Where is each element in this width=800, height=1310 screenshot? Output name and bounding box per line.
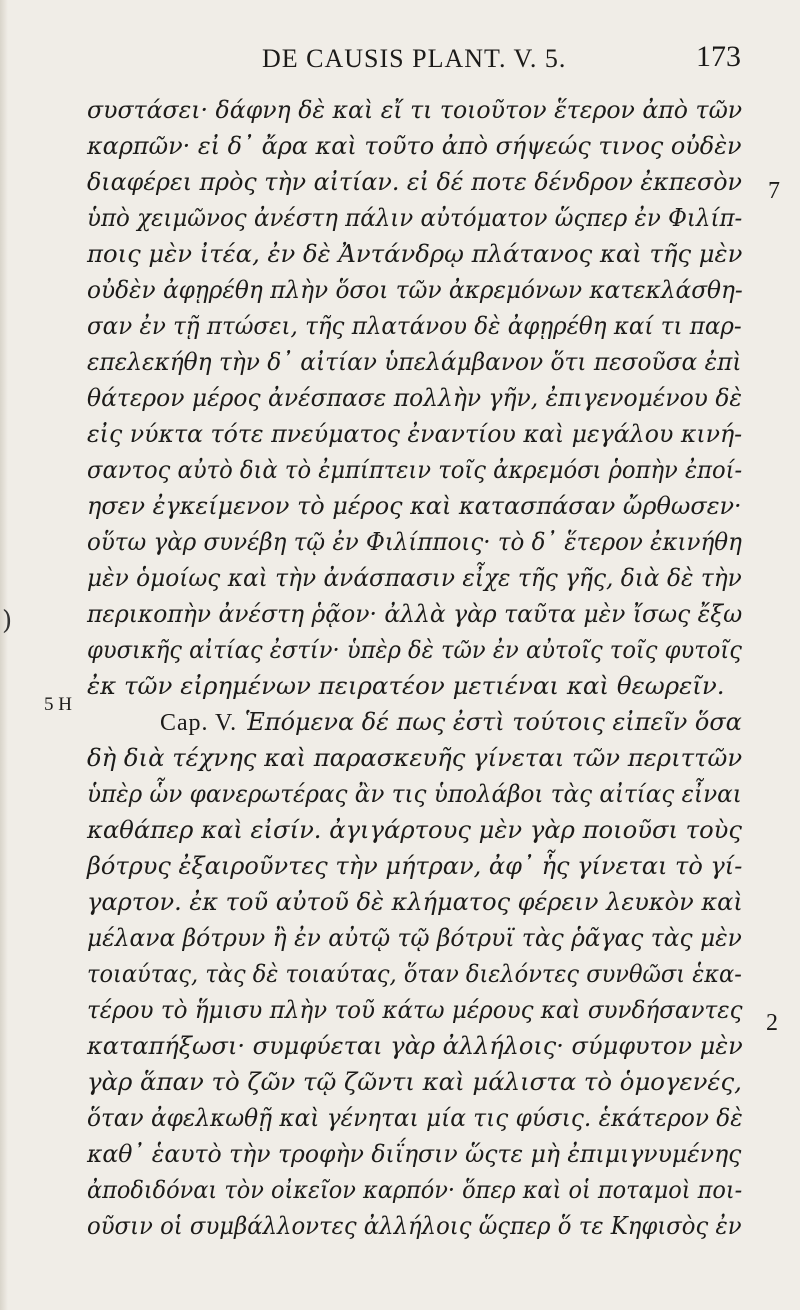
text-line: καθ᾽ ἑαυτὸ τὴν τροφὴν διΐησιν ὥςτε μὴ ἐπιμιγνυμένης — [87, 1139, 742, 1168]
text-line: ησεν ἐγκείμενον τὸ μέρος καὶ κατασπάσαν ὤρθωσεν· — [87, 491, 742, 520]
margin-line-number-2: 2 — [766, 1010, 778, 1036]
text-line: γαρτον. ἐκ τοῦ αὐτοῦ δὲ κλήματος φέρειν λευκὸν καὶ — [87, 887, 743, 916]
page-header — [0, 38, 800, 78]
text-line: περικοπὴν ἀνέστη ῥᾷον· ἀλλὰ γὰρ ταῦτα μὲν ἴσως ἔξω — [87, 599, 743, 628]
margin-bracket-mark: ) — [2, 606, 13, 636]
text-line: συστάσει· δάφνη δὲ καὶ εἴ τι τοιοῦτον ἕτερον ἀπὸ τῶν — [87, 95, 743, 124]
running-head: DE CAUSIS PLANT. V. 5. — [262, 44, 567, 73]
page-number: 173 — [696, 40, 741, 73]
chapter-heading-line — [160, 706, 742, 739]
text-line: ἀποδιδόναι τὸν οἰκεῖον καρπόν· ὅπερ καὶ οἱ ποταμοὶ ποι- — [87, 1175, 743, 1204]
text-line: τέρου τὸ ἥμισυ πλὴν τοῦ κάτω μέρους καὶ συνδήσαντες — [87, 995, 743, 1024]
text-line: ἐκ τῶν εἰρημένων πειρατέον μετιέναι καὶ θεωρεῖν. — [87, 671, 725, 700]
chapter-label: Cap. V. — [160, 709, 238, 736]
text-line: μέλανα βότρυν ἢ ἐν αὐτῷ τῷ βότρυϊ τὰς ῥᾶγας τὰς μὲν — [87, 923, 742, 952]
text-line: ὑπὲρ ὧν φανερωτέρας ἂν τις ὑπολάβοι τὰς αἰτίας εἶναι — [87, 779, 742, 808]
text-line: βότρυς ἐξαιροῦντες τὴν μήτραν, ἀφ᾽ ἧς γίνεται τὸ γί- — [87, 851, 743, 880]
text-line: γὰρ ἅπαν τὸ ζῶν τῷ ζῶντι καὶ μάλιστα τὸ ὁμογενές, — [87, 1067, 742, 1096]
page-edge — [0, 0, 8, 1310]
text-line: μὲν ὁμοίως καὶ τὴν ἀνάσπασιν εἶχε τῆς γῆς, διὰ δὲ τὴν — [87, 563, 742, 592]
text-line: επελεκήθη τὴν δ᾽ αἰτίαν ὑπελάμβανον ὅτι πεσοῦσα ἐπὶ — [87, 347, 742, 376]
text-line: ποις μὲν ἰτέα, ἐν δὲ Ἀντάνδρῳ πλάτανος καὶ τῆς μὲν — [87, 239, 743, 268]
text-line: οῦσιν οἱ συμβάλλοντες ἀλλήλοις ὥςπερ ὅ τε Κηφισὸς ἐν — [87, 1211, 742, 1240]
text-line: φυσικῆς αἰτίας ἐστίν· ὑπὲρ δὲ τῶν ἐν αὐτοῖς τοῖς φυτοῖς — [87, 635, 742, 664]
text-line: καταπήξωσι· συμφύεται γὰρ ἀλλήλοις· σύμφυτον μὲν — [87, 1031, 743, 1060]
margin-line-number-7: 7 — [768, 178, 780, 204]
text-line: οὐδὲν ἀφῃρέθη πλὴν ὅσοι τῶν ἀκρεμόνων κατεκλάσθη- — [87, 275, 743, 304]
text-line: ὑπὸ χειμῶνος ἀνέστη πάλιν αὐτόματον ὥςπερ ἐν Φιλίπ- — [87, 203, 743, 232]
text-line: εἰς νύκτα τότε πνεύματος ἐναντίου καὶ μεγάλου κινή- — [87, 419, 743, 448]
text-line: καθάπερ καὶ εἰσίν. ἀγιγάρτους μὲν γὰρ ποιοῦσι τοὺς — [87, 815, 742, 844]
text-line: σαντος αὐτὸ διὰ τὸ ἐμπίπτειν τοῖς ἀκρεμόσι ῥοπὴν ἐποί- — [87, 455, 743, 484]
text-line: καρπῶν· εἰ δ᾽ ἄρα καὶ τοῦτο ἀπὸ σήψεώς τινος οὐδὲν — [87, 131, 742, 160]
text-line: οὕτω γὰρ συνέβη τῷ ἐν Φιλίπποις· τὸ δ᾽ ἕτερον ἐκινήθη — [87, 527, 742, 556]
text-line: σαν ἐν τῇ πτώσει, τῆς πλατάνου δὲ ἀφῃρέθη καί τι παρ- — [87, 311, 742, 340]
text-line: Ἑπόμενα δέ πως ἐστὶ τούτοις εἰπεῖν ὅσα — [244, 707, 742, 736]
margin-section-5h: 5 H — [44, 694, 72, 715]
text-line: τοιαύτας, τὰς δὲ τοιαύτας, ὅταν διελόντες συνθῶσι ἑκα- — [87, 959, 742, 988]
text-line: δὴ διὰ τέχνης καὶ παρασκευῆς γίνεται τῶν περιττῶν — [87, 743, 743, 772]
text-line: θάτερον μέρος ἀνέσπασε πολλὴν γῆν, ἐπιγενομένου δὲ — [87, 383, 742, 412]
text-line: διαφέρει πρὸς τὴν αἰτίαν. εἰ δέ ποτε δένδρον ἐκπεσὸν — [87, 167, 742, 196]
text-line: ὅταν ἀφελκωθῇ καὶ γένηται μία τις φύσις. ἑκάτερον δὲ — [87, 1103, 743, 1132]
